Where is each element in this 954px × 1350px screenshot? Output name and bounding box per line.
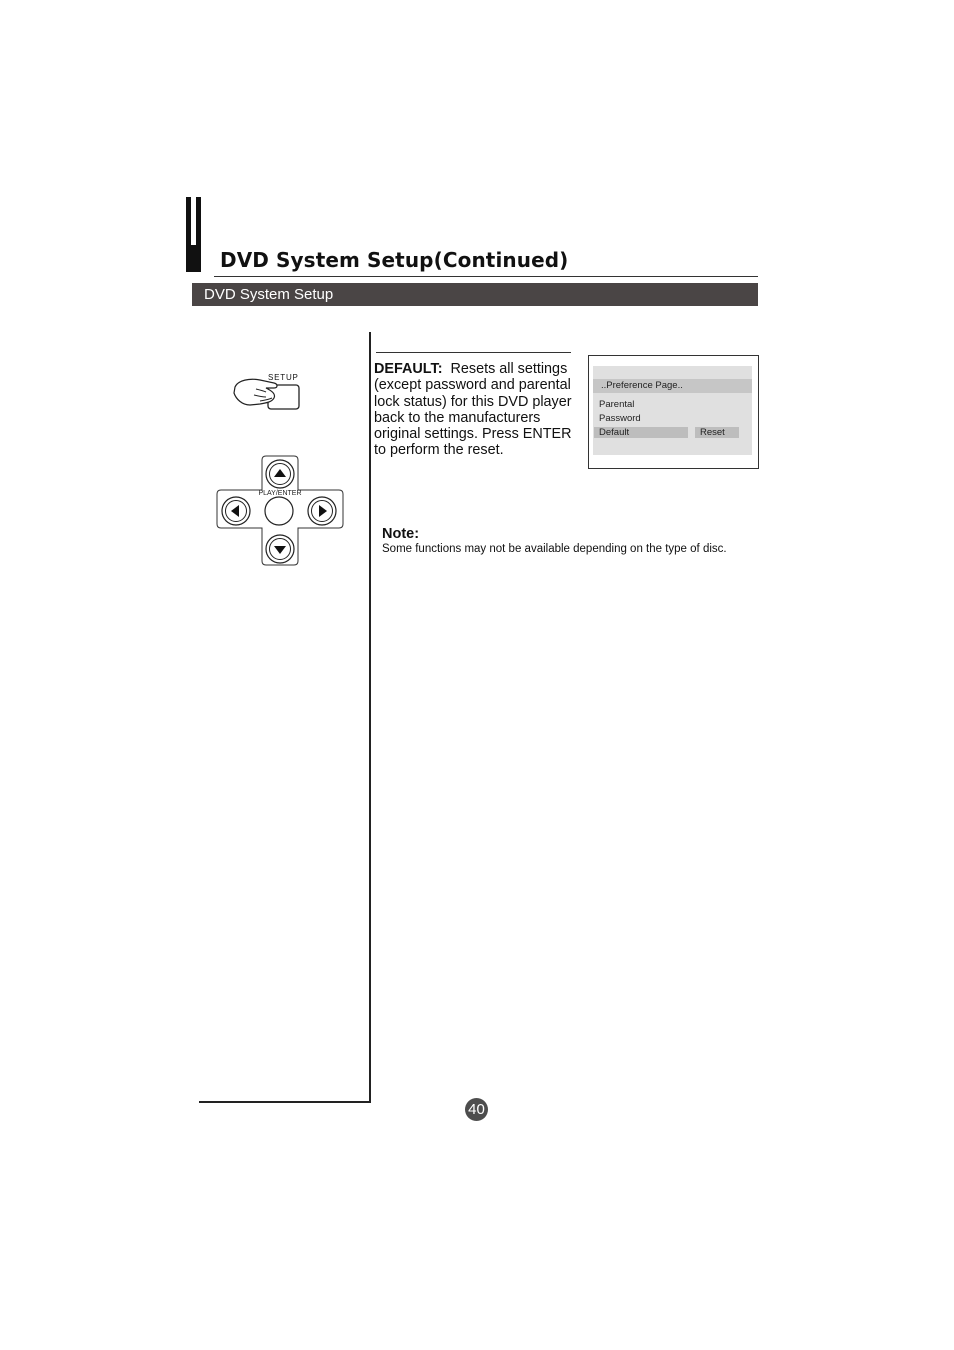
column-divider [369, 332, 371, 1103]
menu-item-password: Password [599, 413, 641, 424]
remote-dpad-icon [215, 454, 347, 568]
title-rule [214, 276, 758, 277]
section-bar [192, 283, 758, 306]
text-rule [376, 352, 571, 353]
page-title: DVD System Setup(Continued) [220, 248, 569, 272]
menu-reset-option: Reset [700, 427, 725, 438]
bottom-rule [199, 1101, 370, 1103]
default-body: Resets all settings (except password and parental lock status) for this DVD player back to the manufacturers original settings. Press ENTER to perform the reset. [374, 361, 572, 459]
menu-header: ..Preference Page.. [601, 380, 683, 391]
default-description [374, 361, 580, 459]
hand-pressing-setup-icon [230, 375, 305, 415]
play-enter-label: PLAY/ENTER [258, 490, 302, 497]
side-marker-gap [191, 197, 196, 245]
page-number: 40 [465, 1098, 488, 1121]
note-title: Note: [382, 526, 420, 542]
setup-button-label: SETUP [268, 373, 299, 382]
default-label: DEFAULT: [374, 361, 443, 377]
menu-item-default: Default [599, 427, 630, 438]
note-text: Some functions may not be available depending on the type of disc. [382, 543, 727, 555]
menu-item-parental: Parental [599, 399, 635, 410]
section-title: DVD System Setup [204, 286, 334, 303]
